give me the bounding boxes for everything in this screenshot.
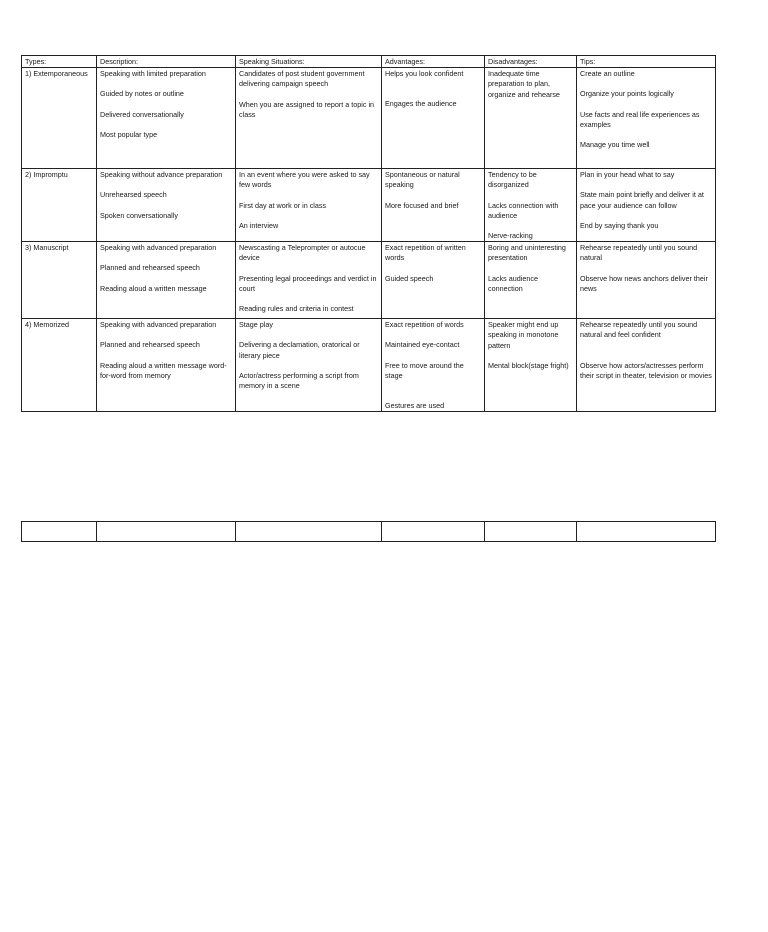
situations-cell xyxy=(236,319,382,412)
disadvantage-entry: Tendency to be disorganized xyxy=(488,170,537,190)
type-cell: 3) Manuscript xyxy=(22,242,97,319)
advantage-entry: Spontaneous or natural speaking xyxy=(385,170,460,190)
table-row xyxy=(22,169,716,242)
disadvantage-entry: Inadequate time preparation to plan, organize and rehearse xyxy=(488,69,560,99)
header-types: Types: xyxy=(22,56,97,68)
situation-entry: Reading rules and criteria in contest xyxy=(239,304,354,314)
situation-entry: Presenting legal proceedings and verdict in court xyxy=(239,273,377,293)
disadvantages-cell xyxy=(485,242,577,319)
situation-entry: Actor/actress performing a script from memory in a scene xyxy=(239,370,359,391)
disadvantage-entry: Lacks connection with audience xyxy=(488,200,559,220)
advantages-cell xyxy=(382,169,485,242)
advantage-entry: More focused and brief xyxy=(385,200,459,210)
header-advantages: Advantages: xyxy=(382,56,485,68)
situation-entry: Delivering a declamation, oratorical or literary piece xyxy=(239,340,360,360)
description-entry: Delivered conversationally xyxy=(100,109,184,119)
situations-cell xyxy=(236,68,382,169)
situation-entry: In an event where you were asked to say few words xyxy=(239,170,370,190)
advantage-entry: Maintained eye-contact xyxy=(385,340,460,350)
advantages-cell xyxy=(382,319,485,412)
disadvantages-cell xyxy=(485,169,577,242)
situation-entry: First day at work or in class xyxy=(239,200,327,210)
empty-cell xyxy=(577,522,716,542)
situations-cell xyxy=(236,169,382,242)
type-cell: 1) Extemporaneous xyxy=(22,68,97,169)
disadvantage-entry: Speaker might end up speaking in monotone pattern xyxy=(488,320,559,350)
description-entry: Reading aloud a written message xyxy=(100,283,207,293)
description-entry: Guided by notes or outline xyxy=(100,89,184,99)
header-tips: Tips: xyxy=(577,56,716,68)
situation-entry: Candidates of post student government delivering campaign speech xyxy=(239,69,365,89)
description-cell xyxy=(97,169,236,242)
tips-cell xyxy=(577,319,716,412)
table-row xyxy=(22,68,716,169)
disadvantage-entry: Boring and uninteresting presentation xyxy=(488,243,566,263)
tips-cell xyxy=(577,169,716,242)
description-cell xyxy=(97,242,236,319)
tips-cell xyxy=(577,242,716,319)
disadvantage-entry: Lacks audience connection xyxy=(488,273,538,293)
tip-entry: Create an outline xyxy=(580,69,635,79)
tip-entry: Observe how news anchors deliver their news xyxy=(580,273,708,293)
advantage-entry: Exact repetition of words xyxy=(385,320,464,330)
type-cell: 4) Memorized xyxy=(22,319,97,412)
situation-entry: An interview xyxy=(239,220,279,230)
disadvantages-cell xyxy=(485,68,577,169)
description-entry: Planned and rehearsed speech xyxy=(100,263,200,273)
type-cell: 2) Impromptu xyxy=(22,169,97,242)
advantages-cell xyxy=(382,242,485,319)
table-header-row xyxy=(22,56,716,68)
speech-types-table xyxy=(21,55,716,412)
description-entry: Speaking without advance preparation xyxy=(100,170,223,180)
table-row xyxy=(22,319,716,412)
description-entry: Planned and rehearsed speech xyxy=(100,340,200,350)
empty-row xyxy=(22,522,716,542)
empty-cell xyxy=(382,522,485,542)
advantage-entry: Engages the audience xyxy=(385,99,457,109)
description-cell xyxy=(97,319,236,412)
description-entry: Speaking with limited preparation xyxy=(100,69,206,79)
advantage-entry: Free to move around the stage xyxy=(385,360,464,380)
tip-entry: Use facts and real life experiences as examples xyxy=(580,109,700,129)
situations-cell xyxy=(236,242,382,319)
disadvantage-entry: Nerve-racking xyxy=(488,231,533,241)
header-disadvantages: Disadvantages: xyxy=(485,56,577,68)
description-entry: Speaking with advanced preparation xyxy=(100,320,217,330)
disadvantages-cell xyxy=(485,319,577,412)
empty-cell xyxy=(485,522,577,542)
description-entry: Most popular type xyxy=(100,129,158,139)
tip-entry: Plan in your head what to say xyxy=(580,170,675,180)
tip-entry: Organize your points logically xyxy=(580,89,674,99)
advantage-entry: Helps you look confident xyxy=(385,69,464,79)
advantage-entry: Guided speech xyxy=(385,273,434,283)
situation-entry: Newscasting a Teleprompter or autocue device xyxy=(239,243,366,263)
description-entry: Unrehearsed speech xyxy=(100,190,167,200)
advantages-cell xyxy=(382,68,485,169)
tip-entry: Manage you time well xyxy=(580,140,650,150)
header-description: Description: xyxy=(97,56,236,68)
empty-cell xyxy=(22,522,97,542)
situation-entry: When you are assigned to report a topic in class xyxy=(239,99,375,119)
tip-entry: End by saying thank you xyxy=(580,220,659,230)
table-row xyxy=(22,242,716,319)
empty-table-row xyxy=(21,521,716,542)
disadvantage-entry: Mental block(stage fright) xyxy=(488,360,569,370)
advantage-entry: Exact repetition of written words xyxy=(385,243,466,263)
advantage-entry: Gestures are used xyxy=(385,401,445,411)
tips-cell xyxy=(577,68,716,169)
header-speaking-situations: Speaking Situations: xyxy=(236,56,382,68)
tip-entry: State main point briefly and deliver it at pace your audience can follow xyxy=(580,190,704,210)
description-cell xyxy=(97,68,236,169)
description-entry: Spoken conversationally xyxy=(100,210,178,220)
tip-entry: Observe how actors/actresses perform their script in theater, television or movies xyxy=(580,360,712,380)
description-entry: Reading aloud a written message word-for-word from memory xyxy=(100,360,227,380)
description-entry: Speaking with advanced preparation xyxy=(100,243,217,253)
situation-entry: Stage play xyxy=(239,320,273,330)
empty-cell xyxy=(236,522,382,542)
empty-cell xyxy=(97,522,236,542)
tip-entry: Rehearse repeatedly until you sound natural and feel confident xyxy=(580,320,698,340)
tip-entry: Rehearse repeatedly until you sound natural xyxy=(580,243,698,263)
